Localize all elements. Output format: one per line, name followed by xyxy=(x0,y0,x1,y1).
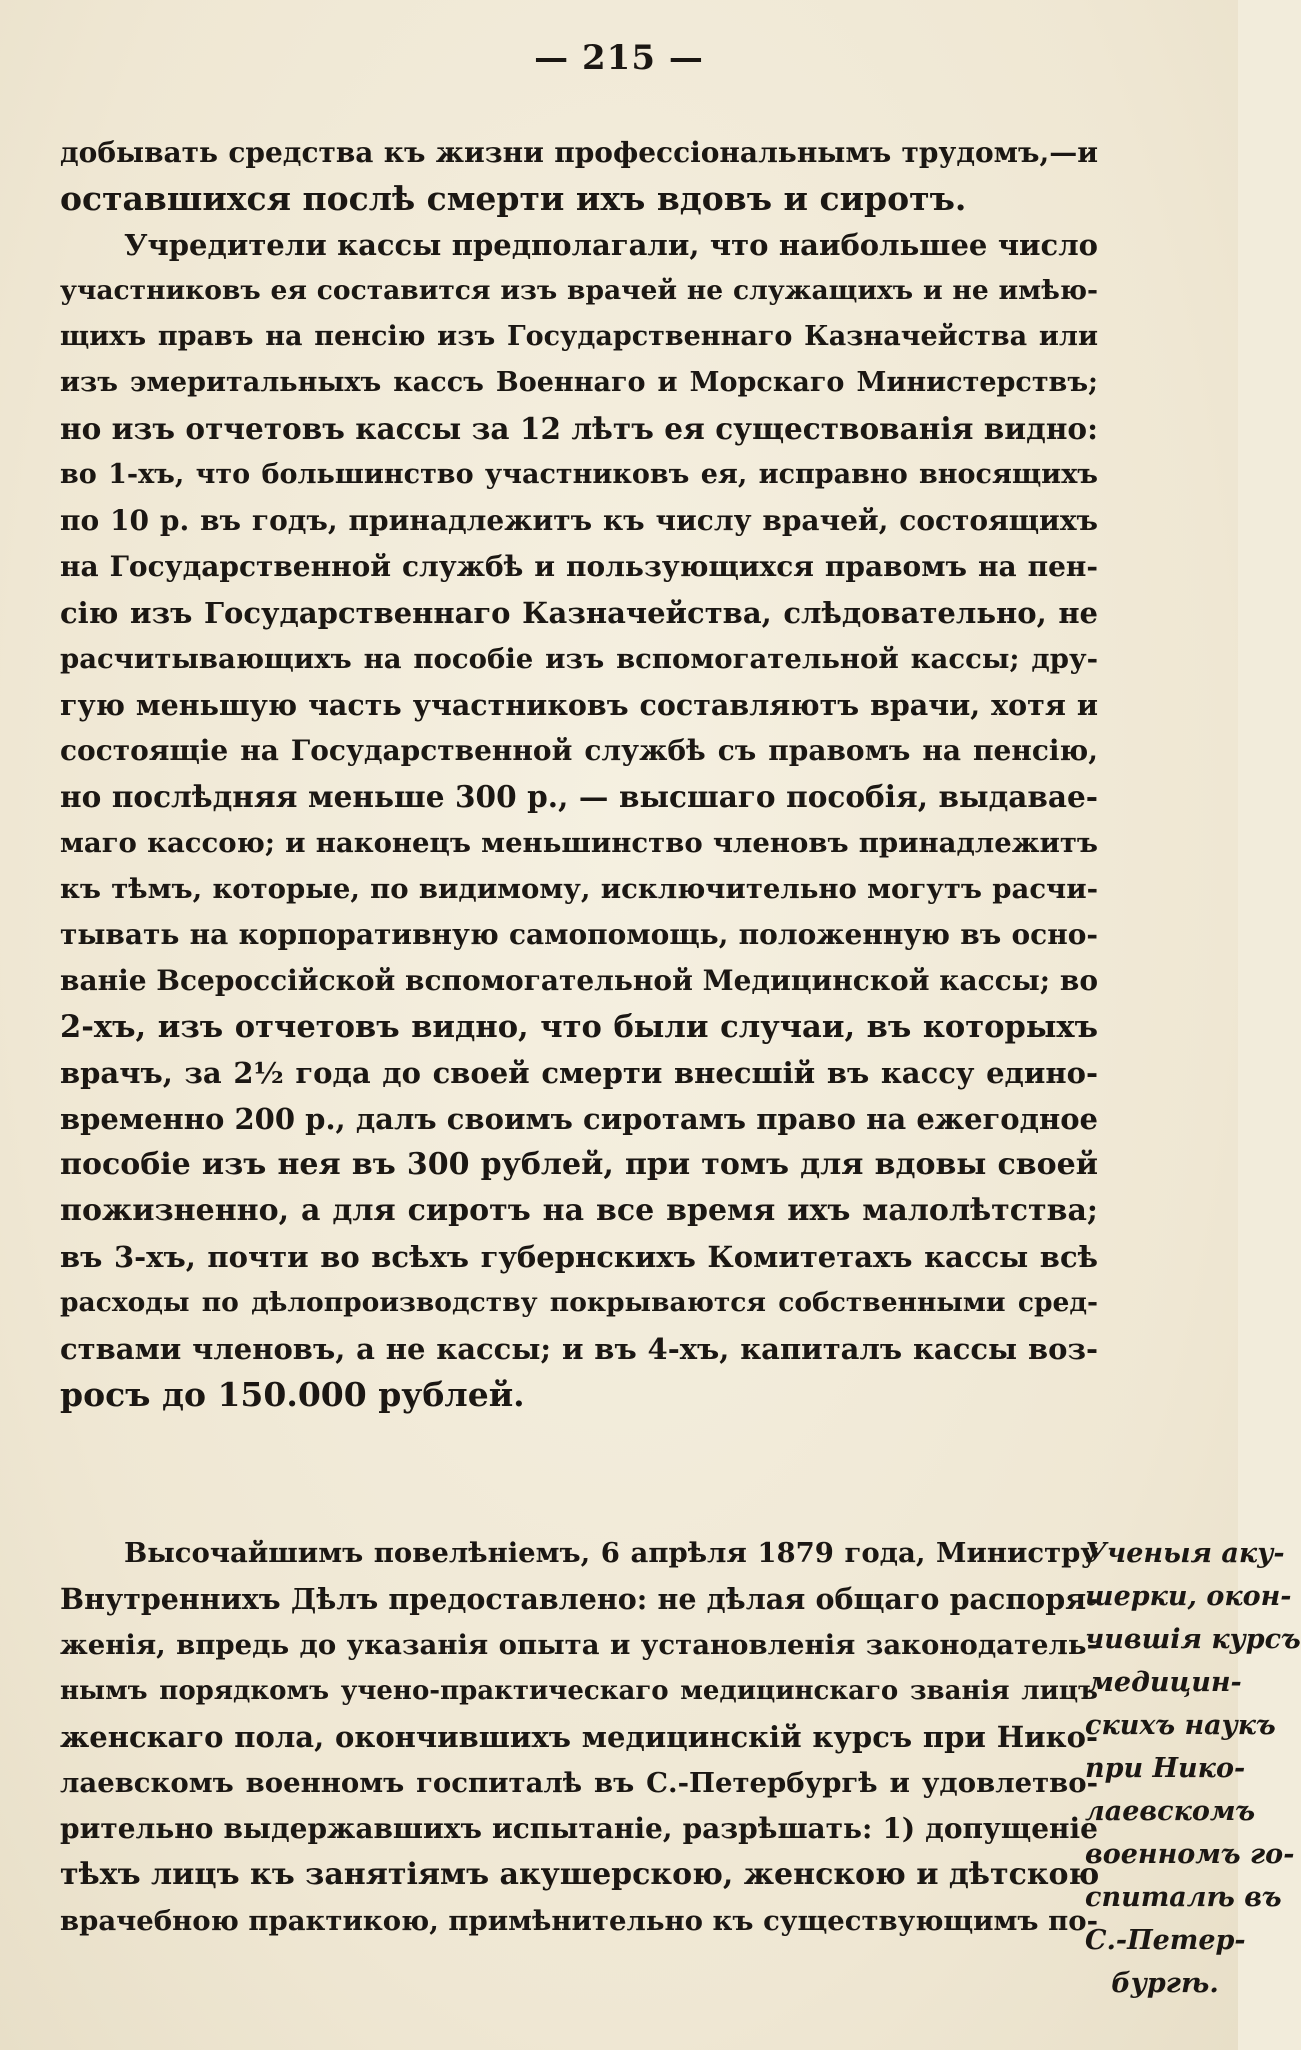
text-line: лаевскомъ военномъ госпиталѣ въ С.-Петербургѣ и удовлетво- xyxy=(60,1767,1098,1799)
text-line: расходы по дѣлопроизводству покрываются собственными сред- xyxy=(60,1287,1098,1318)
margin-note-line: скихъ наукъ xyxy=(1085,1710,1276,1741)
text-line: врачебною практикою, примѣнительно къ существующимъ по- xyxy=(60,1905,1098,1937)
margin-note-line: С.-Петер- xyxy=(1085,1925,1246,1956)
text-line: добывать средства къ жизни профессіональнымъ трудомъ,—и xyxy=(60,136,1098,169)
text-line: ствами членовъ, а не кассы; и въ 4-хъ, капиталъ кассы воз- xyxy=(60,1332,1098,1366)
margin-note-line: бургѣ. xyxy=(1111,1968,1219,1999)
text-line: тѣхъ лицъ къ занятіямъ акушерскою, женскою и дѣтскою xyxy=(60,1857,1100,1892)
text-line: Учредители кассы предполагали, что наибольшее число xyxy=(124,228,1098,262)
page-number: — 215 — xyxy=(534,38,704,78)
text-line: расчитывающихъ на пособіе изъ вспомогательной кассы; дру- xyxy=(60,643,1098,675)
text-line: но послѣдняя меньше 300 р., — высшаго пособія, выдавае- xyxy=(60,779,1098,814)
text-line: рительно выдержавшихъ испытаніе, разрѣшать: 1) допущеніе xyxy=(60,1812,1098,1845)
text-line: щихъ правъ на пенсію изъ Государственнаго Казначейства или xyxy=(60,321,1098,352)
text-line: участниковъ ея составится изъ врачей не служащихъ и не имѣю- xyxy=(60,275,1098,306)
text-line: состоящіе на Государственной службѣ съ правомъ на пенсію, xyxy=(60,734,1098,767)
text-line: Внутреннихъ Дѣлъ предоставлено: не дѣлая общаго распоря- xyxy=(60,1582,1098,1616)
margin-note-line: Ученыя аку- xyxy=(1085,1538,1285,1569)
text-line: росъ до 150.000 рублей. xyxy=(60,1375,525,1414)
text-line: женія, впредь до указанія опыта и установленія законодатель- xyxy=(60,1629,1098,1661)
text-line: женскаго пола, окончившихъ медицинскій курсъ при Нико- xyxy=(60,1720,1098,1754)
text-line: гую меньшую часть участниковъ составляютъ врачи, хотя и xyxy=(60,688,1098,722)
text-line: но изъ отчетовъ кассы за 12 лѣтъ ея существованія видно: xyxy=(60,411,1098,446)
margin-note-line: спиталѣ въ xyxy=(1085,1882,1282,1913)
text-line: пособіе изъ нея въ 300 рублей, при томъ для вдовы своей xyxy=(60,1147,1098,1182)
text-line: на Государственной службѣ и пользующихся правомъ на пен- xyxy=(60,550,1098,583)
margin-note-line: медицин- xyxy=(1088,1667,1242,1698)
margin-note-line: чившія курсъ xyxy=(1085,1624,1301,1655)
margin-note-line: военномъ го- xyxy=(1085,1839,1295,1870)
text-line: временно 200 р., далъ своимъ сиротамъ право на ежегодное xyxy=(60,1102,1098,1136)
text-line: ваніе Всероссійской вспомогательной Медицинской кассы; во xyxy=(60,964,1098,997)
text-line: тывать на корпоративную самопомощь, положенную въ осно- xyxy=(60,918,1098,951)
text-line: по 10 р. въ годъ, принадлежитъ къ числу врачей, состоящихъ xyxy=(60,504,1098,537)
text-line: въ 3-хъ, почти во всѣхъ губернскихъ Комитетахъ кассы всѣ xyxy=(60,1240,1098,1274)
text-line: 2-хъ, изъ отчетовъ видно, что были случаи, въ которыхъ xyxy=(60,1009,1098,1045)
text-line: къ тѣмъ, которые, по видимому, исключительно могутъ расчи- xyxy=(60,873,1098,905)
text-line: во 1-хъ, что большинство участниковъ ея, исправно вносящихъ xyxy=(60,459,1098,490)
text-line: изъ эмеритальныхъ кассъ Военнаго и Морскаго Министерствъ; xyxy=(60,367,1098,398)
margin-note xyxy=(1085,1532,1301,2005)
text-line: Высочайшимъ повелѣніемъ, 6 апрѣля 1879 года, Министру xyxy=(124,1537,1098,1569)
margin-note-line: при Нико- xyxy=(1085,1753,1246,1784)
text-line: сію изъ Государственнаго Казначейства, слѣдовательно, не xyxy=(60,596,1098,630)
margin-note-line: лаевскомъ xyxy=(1085,1796,1256,1827)
second-text-block xyxy=(60,1530,1098,1944)
margin-note-line: шерки, окон- xyxy=(1085,1581,1292,1612)
text-line: маго кассою; и наконецъ меньшинство членовъ принадлежитъ xyxy=(60,827,1098,859)
main-text-block xyxy=(60,130,1098,1418)
text-line: оставшихся послѣ смерти ихъ вдовъ и сиротъ. xyxy=(60,179,967,218)
text-line: пожизненно, а для сиротъ на все время ихъ малолѣтства; xyxy=(60,1193,1098,1228)
text-line: нымъ порядкомъ учено-практическаго медицинскаго званія лицъ xyxy=(60,1676,1098,1706)
text-line: врачъ, за 2½ года до своей смерти внесшій въ кассу едино- xyxy=(60,1056,1098,1090)
